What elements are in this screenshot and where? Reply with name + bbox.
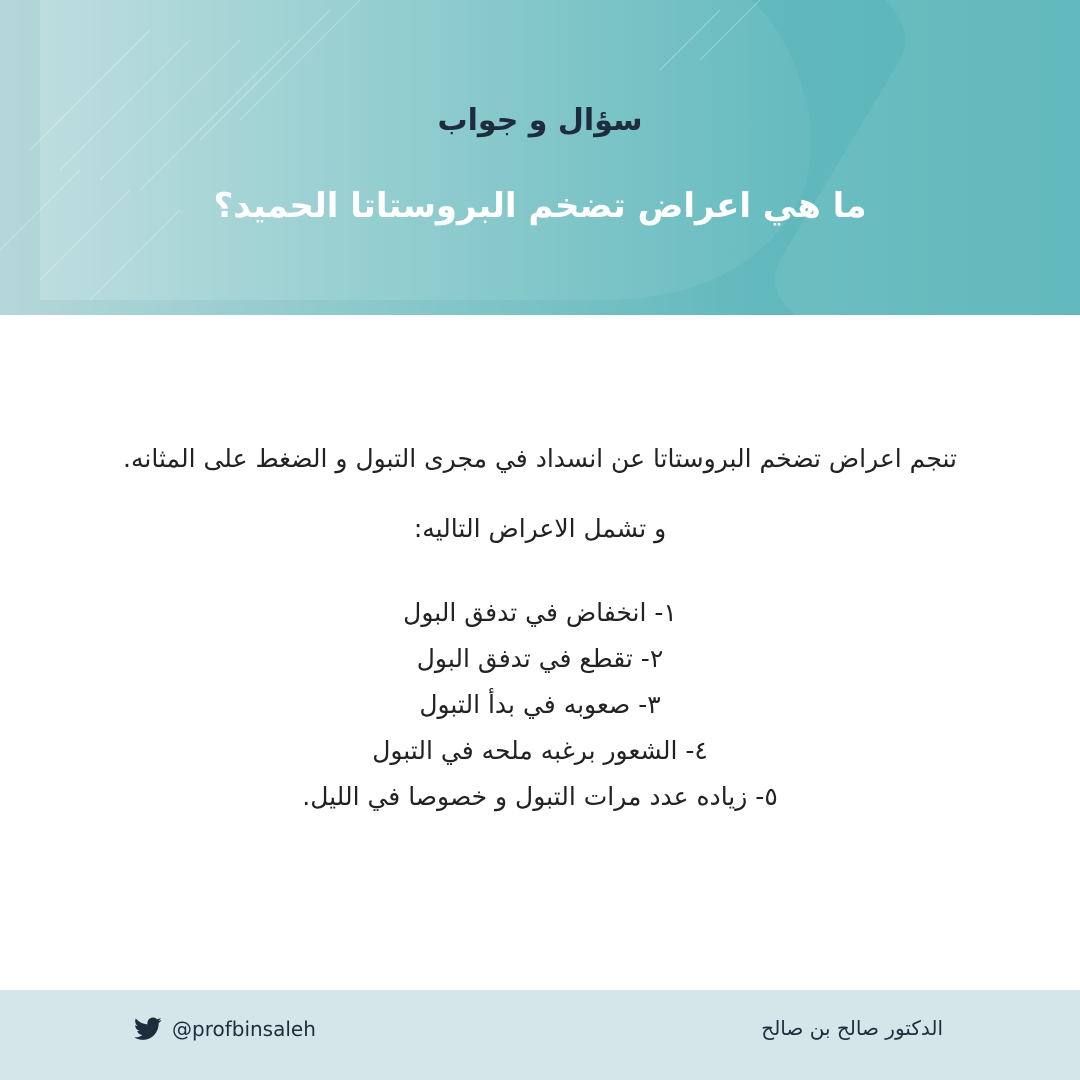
header-banner (0, 0, 1080, 315)
header-background-decoration (0, 0, 1080, 315)
list-item: ٥- زياده عدد مرات التبول و خصوصا في الليل. (302, 782, 778, 811)
author-name: الدكتور صالح بن صالح (761, 1016, 943, 1040)
list-item: ٤- الشعور برغبه ملحه في التبول (372, 736, 708, 765)
twitter-bird-icon (134, 1017, 162, 1041)
section-kicker: سؤال و جواب (437, 103, 643, 138)
symptoms-list (40, 590, 1040, 820)
list-item: ٣- صعوبه في بدأ التبول (419, 690, 661, 719)
list-item: ٢- تقطع في تدفق البول (416, 644, 664, 673)
list-item: ١- انخفاض في تدفق البول (403, 598, 677, 627)
rounded-shape (40, 0, 811, 300)
social-link[interactable] (134, 1014, 316, 1044)
social-handle: @profbinsaleh (172, 1017, 316, 1041)
footer-bar (0, 990, 1080, 1080)
page-title: ما هي اعراض تضخم البروستاتا الحميد؟ (213, 186, 867, 226)
intro-text: تنجم اعراض تضخم البروستاتا عن انسداد في مجرى التبول و الضغط على المثانه. (123, 444, 957, 473)
symptoms-lead: و تشمل الاعراض التاليه: (413, 514, 667, 543)
